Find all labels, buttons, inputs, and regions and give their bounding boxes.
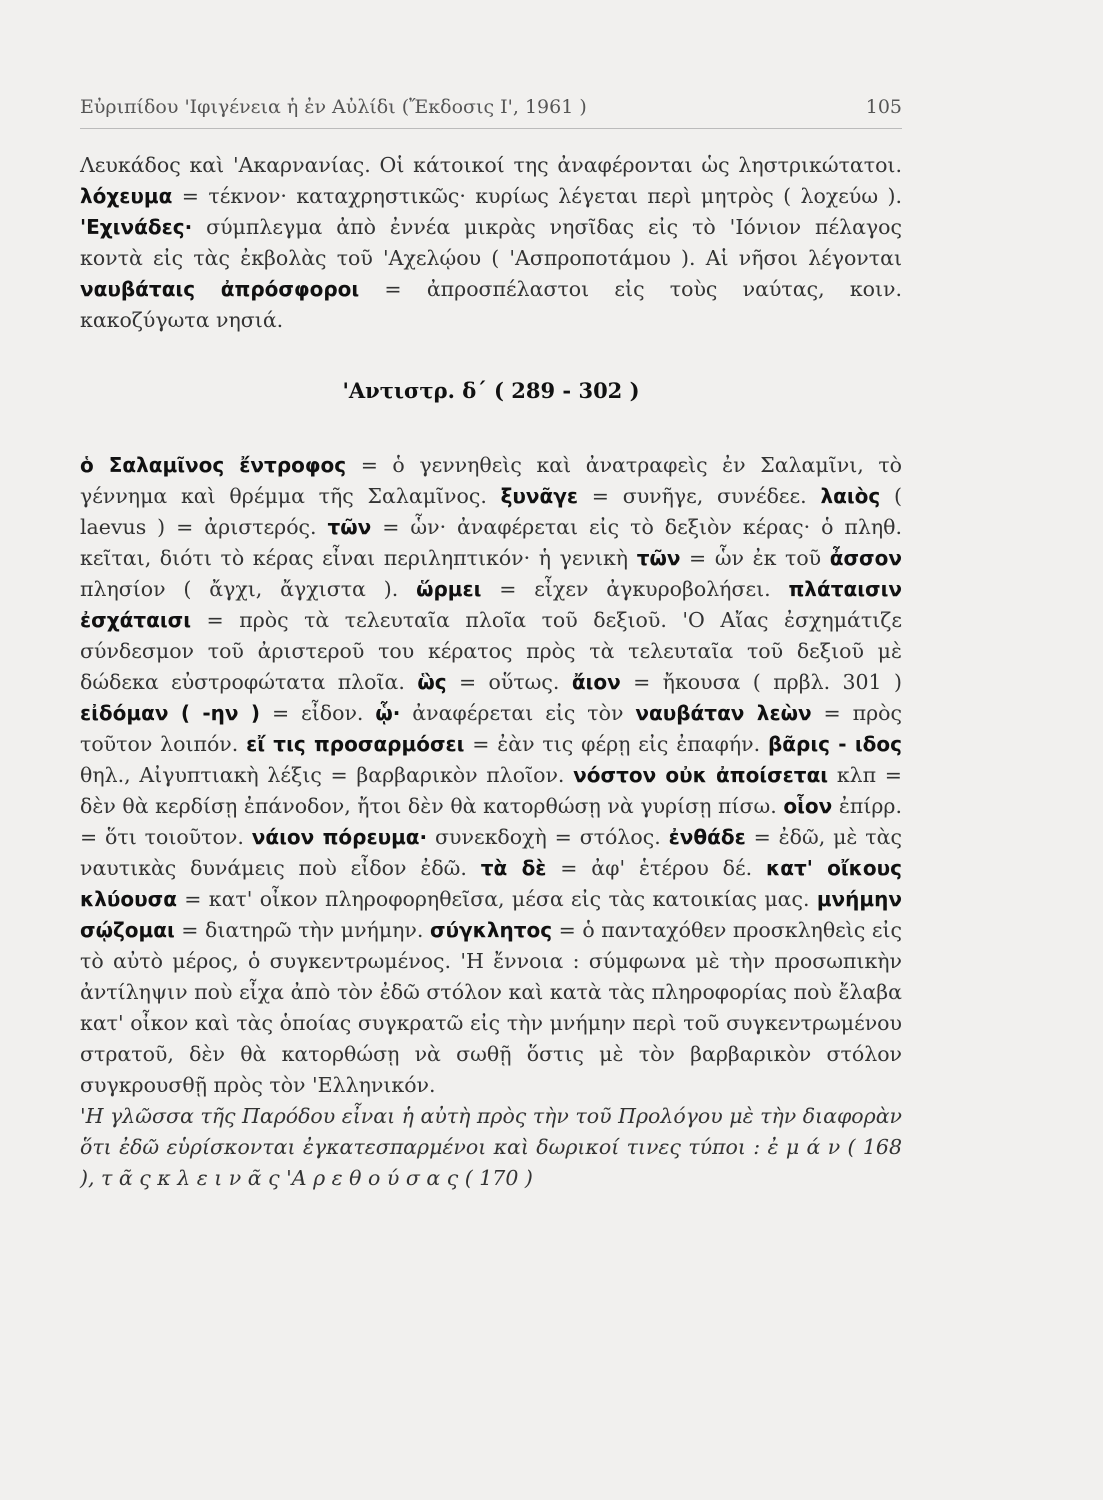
text-run: σύμπλεγμα ἀπὸ ἐννέα μικρὰς νησῖδας εἰς τὸ 'Ιόνιον πέλαγος κοντὰ εἰς τὰς ἐκβολὰς τοῦ 'Αχελῴου ( 'Ασπροποτάμου ). Αἱ νῆσοι λέγονται — [80, 215, 902, 270]
lemma: ναυβάταν λεὼν — [635, 701, 812, 725]
lemma: εἰδόμαν ( -ην ) — [80, 701, 261, 725]
text-run: = ἀπροσπέλαστοι εἰς τοὺς ναύτας, κοιν. κακοζύγωτα νησιά. — [80, 277, 902, 332]
lemma: τῶν — [636, 546, 681, 570]
text-run: = τέκνον· καταχρηστικῶς· κυρίως λέγεται περὶ μητρὸς ( λοχεύω ). — [172, 184, 902, 208]
text-run: = πρὸς τοῦτον λοιπόν. — [80, 701, 902, 756]
lemma: κατ' οἴκους κλύουσα — [80, 856, 902, 911]
text-run: = πρὸς τὰ τελευταῖα πλοῖα τοῦ δεξιοῦ. 'Ο Αἴας ἐσχημάτιζε σύνδεσμον τοῦ ἀριστεροῦ του κέρατος πρὸς τὰ τελευταῖα τοῦ δεξιοῦ μὲ δώδεκα εὐστροφώτατα πλοῖα. — [80, 608, 902, 694]
lemma: μνήμην σῴζομαι — [80, 887, 902, 942]
text-run: Λευκάδος καὶ 'Ακαρνανίας. Οἱ κάτοικοί της ἀναφέρονται ὡς ληστρικώτατοι. — [80, 153, 902, 177]
lemma: λόχευμα — [80, 184, 173, 208]
text-run: = ἀφ' ἑτέρου δέ. — [546, 856, 753, 880]
lemma: οἷον — [783, 794, 833, 818]
lemma: ἐνθάδε — [668, 825, 746, 849]
lemma: 'Εχινάδες· — [80, 215, 193, 239]
lemma: ὁ Σαλαμῖνος ἔντροφος — [80, 453, 347, 477]
lemma: πλάταισιν ἐσχάταισι — [80, 577, 902, 632]
text-run: = συνῆγε, συνέδεε. — [578, 484, 807, 508]
text-run: = ἤκουσα ( πρβλ. 301 ) — [620, 670, 902, 694]
lemma: ἄιον — [571, 670, 621, 694]
text-run: = εἶδον. — [260, 701, 364, 725]
text-run: = ἐὰν τις φέρῃ εἰς ἐπαφήν. — [464, 732, 761, 756]
lemma: λαιὸς — [820, 484, 881, 508]
text-run: συνεκδοχὴ = στόλος. — [427, 825, 661, 849]
commentary-body — [80, 150, 902, 1194]
lemma: ὣς — [417, 670, 447, 694]
lemma: εἴ τις προσαρμόσει — [246, 732, 465, 756]
text-run: = εἶχεν ἀγκυροβολήσει. — [481, 577, 771, 601]
lemma: ἆσσον — [829, 546, 902, 570]
text-run: ἐπίρρ. = ὅτι τοιοῦτον. — [80, 794, 902, 849]
text-run: κλπ = δὲν θὰ κερδίσῃ ἐπάνοδον, ἤτοι δὲν θὰ κατορθώσῃ νὰ γυρίσῃ πίσω. — [80, 763, 902, 818]
text-run: = ὧν ἐκ τοῦ — [680, 546, 822, 570]
running-title: Εὐριπίδου 'Ιφιγένεια ἡ ἐν Αὐλίδι (Ἔκδοσις Ι', 1961 ) — [80, 96, 587, 118]
lemma: νάιον πόρευμα· — [251, 825, 428, 849]
lemma: τὰ δὲ — [480, 856, 547, 880]
closing-note: 'Η γλῶσσα τῆς Παρόδου εἶναι ἡ αὐτὴ πρὸς τὴν τοῦ Προλόγου μὲ τὴν διαφορὰν ὅτι ἐδῶ εὑρίσκονται ἐγκατεσπαρμένοι καὶ δωρικοί τινες τύποι : ἐ μ ά ν ( 168 ), τ ᾶ ς κ λ ε ι ν ᾶ ς 'Α ρ ε θ ο ύ σ α ς ( 170 ) — [80, 1104, 902, 1190]
paragraph-intro — [80, 150, 902, 336]
text-run: = ὁ γεννηθεὶς καὶ ἀνατραφεὶς ἐν Σαλαμῖνι, τὸ γέννημα καὶ θρέμμα τῆς Σαλαμῖνος. — [80, 453, 903, 508]
text-run: = ὧν· ἀναφέρεται εἰς τὸ δεξιὸν κέρας· ὁ πληθ. κεῖται, διότι τὸ κέρας εἶναι περιληπτικόν· ἡ γενικὴ — [80, 515, 902, 570]
lemma: νόστον οὐκ ἀποίσεται — [573, 763, 829, 787]
page-number: 105 — [865, 96, 902, 118]
lemma: τῶν — [327, 515, 372, 539]
lemma: ξυνᾶγε — [500, 484, 579, 508]
paragraph-antistrophe — [80, 450, 902, 1101]
lemma: ὥρμει — [416, 577, 482, 601]
text-run: ( laevus ) = ἀριστερός. — [80, 484, 902, 539]
text-run: ἀναφέρεται εἰς τὸν — [400, 701, 624, 725]
lemma: ᾧ· — [375, 701, 401, 725]
text-run: = ὁ πανταχόθεν προσκληθεὶς εἰς τὸ αὐτὸ μέρος, ὁ συγκεντρωμένος. 'Η ἔννοια : σύμφωνα μὲ τὴν προσωπικὴν ἀντίληψιν ποὺ εἶχα ἀπὸ τὸν ἐδῶ στόλον καὶ κατὰ τὰς πληροφορίας ποὺ ἔλαβα κατ' οἶκον καὶ τὰς ὁποίας συγκρατῶ εἰς τὴν μνήμην περὶ τοῦ συγκεντρωμένου στρατοῦ, δὲν θὰ κατορθώσῃ νὰ σωθῇ ὅστις μὲ τὸν βαρβαρικὸν στόλον συγκρουσθῇ πρὸς τὸν 'Ελληνικόν. — [80, 918, 902, 1097]
lemma: βᾶρις - ιδος — [767, 732, 902, 756]
text-run: θηλ., Αἰγυπτιακὴ λέξις = βαρβαρικὸν πλοῖον. — [80, 763, 565, 787]
text-run: = κατ' οἶκον πληροφορηθεῖσα, μέσα εἰς τὰς κατοικίας μας. — [176, 887, 810, 911]
section-title: 'Αντιστρ. δ΄ ( 289 - 302 ) — [342, 378, 640, 403]
text-run: = διατηρῶ τὴν μνήμην. — [174, 918, 424, 942]
text-run: πλησίον ( ἄγχι, ἄγχιστα ). — [80, 577, 399, 601]
lemma: ναυβάταις ἀπρόσφοροι — [80, 277, 360, 301]
running-header — [80, 96, 902, 129]
text-run: = ἐδῶ, μὲ τὰς ναυτικὰς δυνάμεις ποὺ εἶδον ἐδῶ. — [80, 825, 902, 880]
lemma: σύγκλητος — [429, 918, 553, 942]
text-run: = οὕτως. — [446, 670, 560, 694]
